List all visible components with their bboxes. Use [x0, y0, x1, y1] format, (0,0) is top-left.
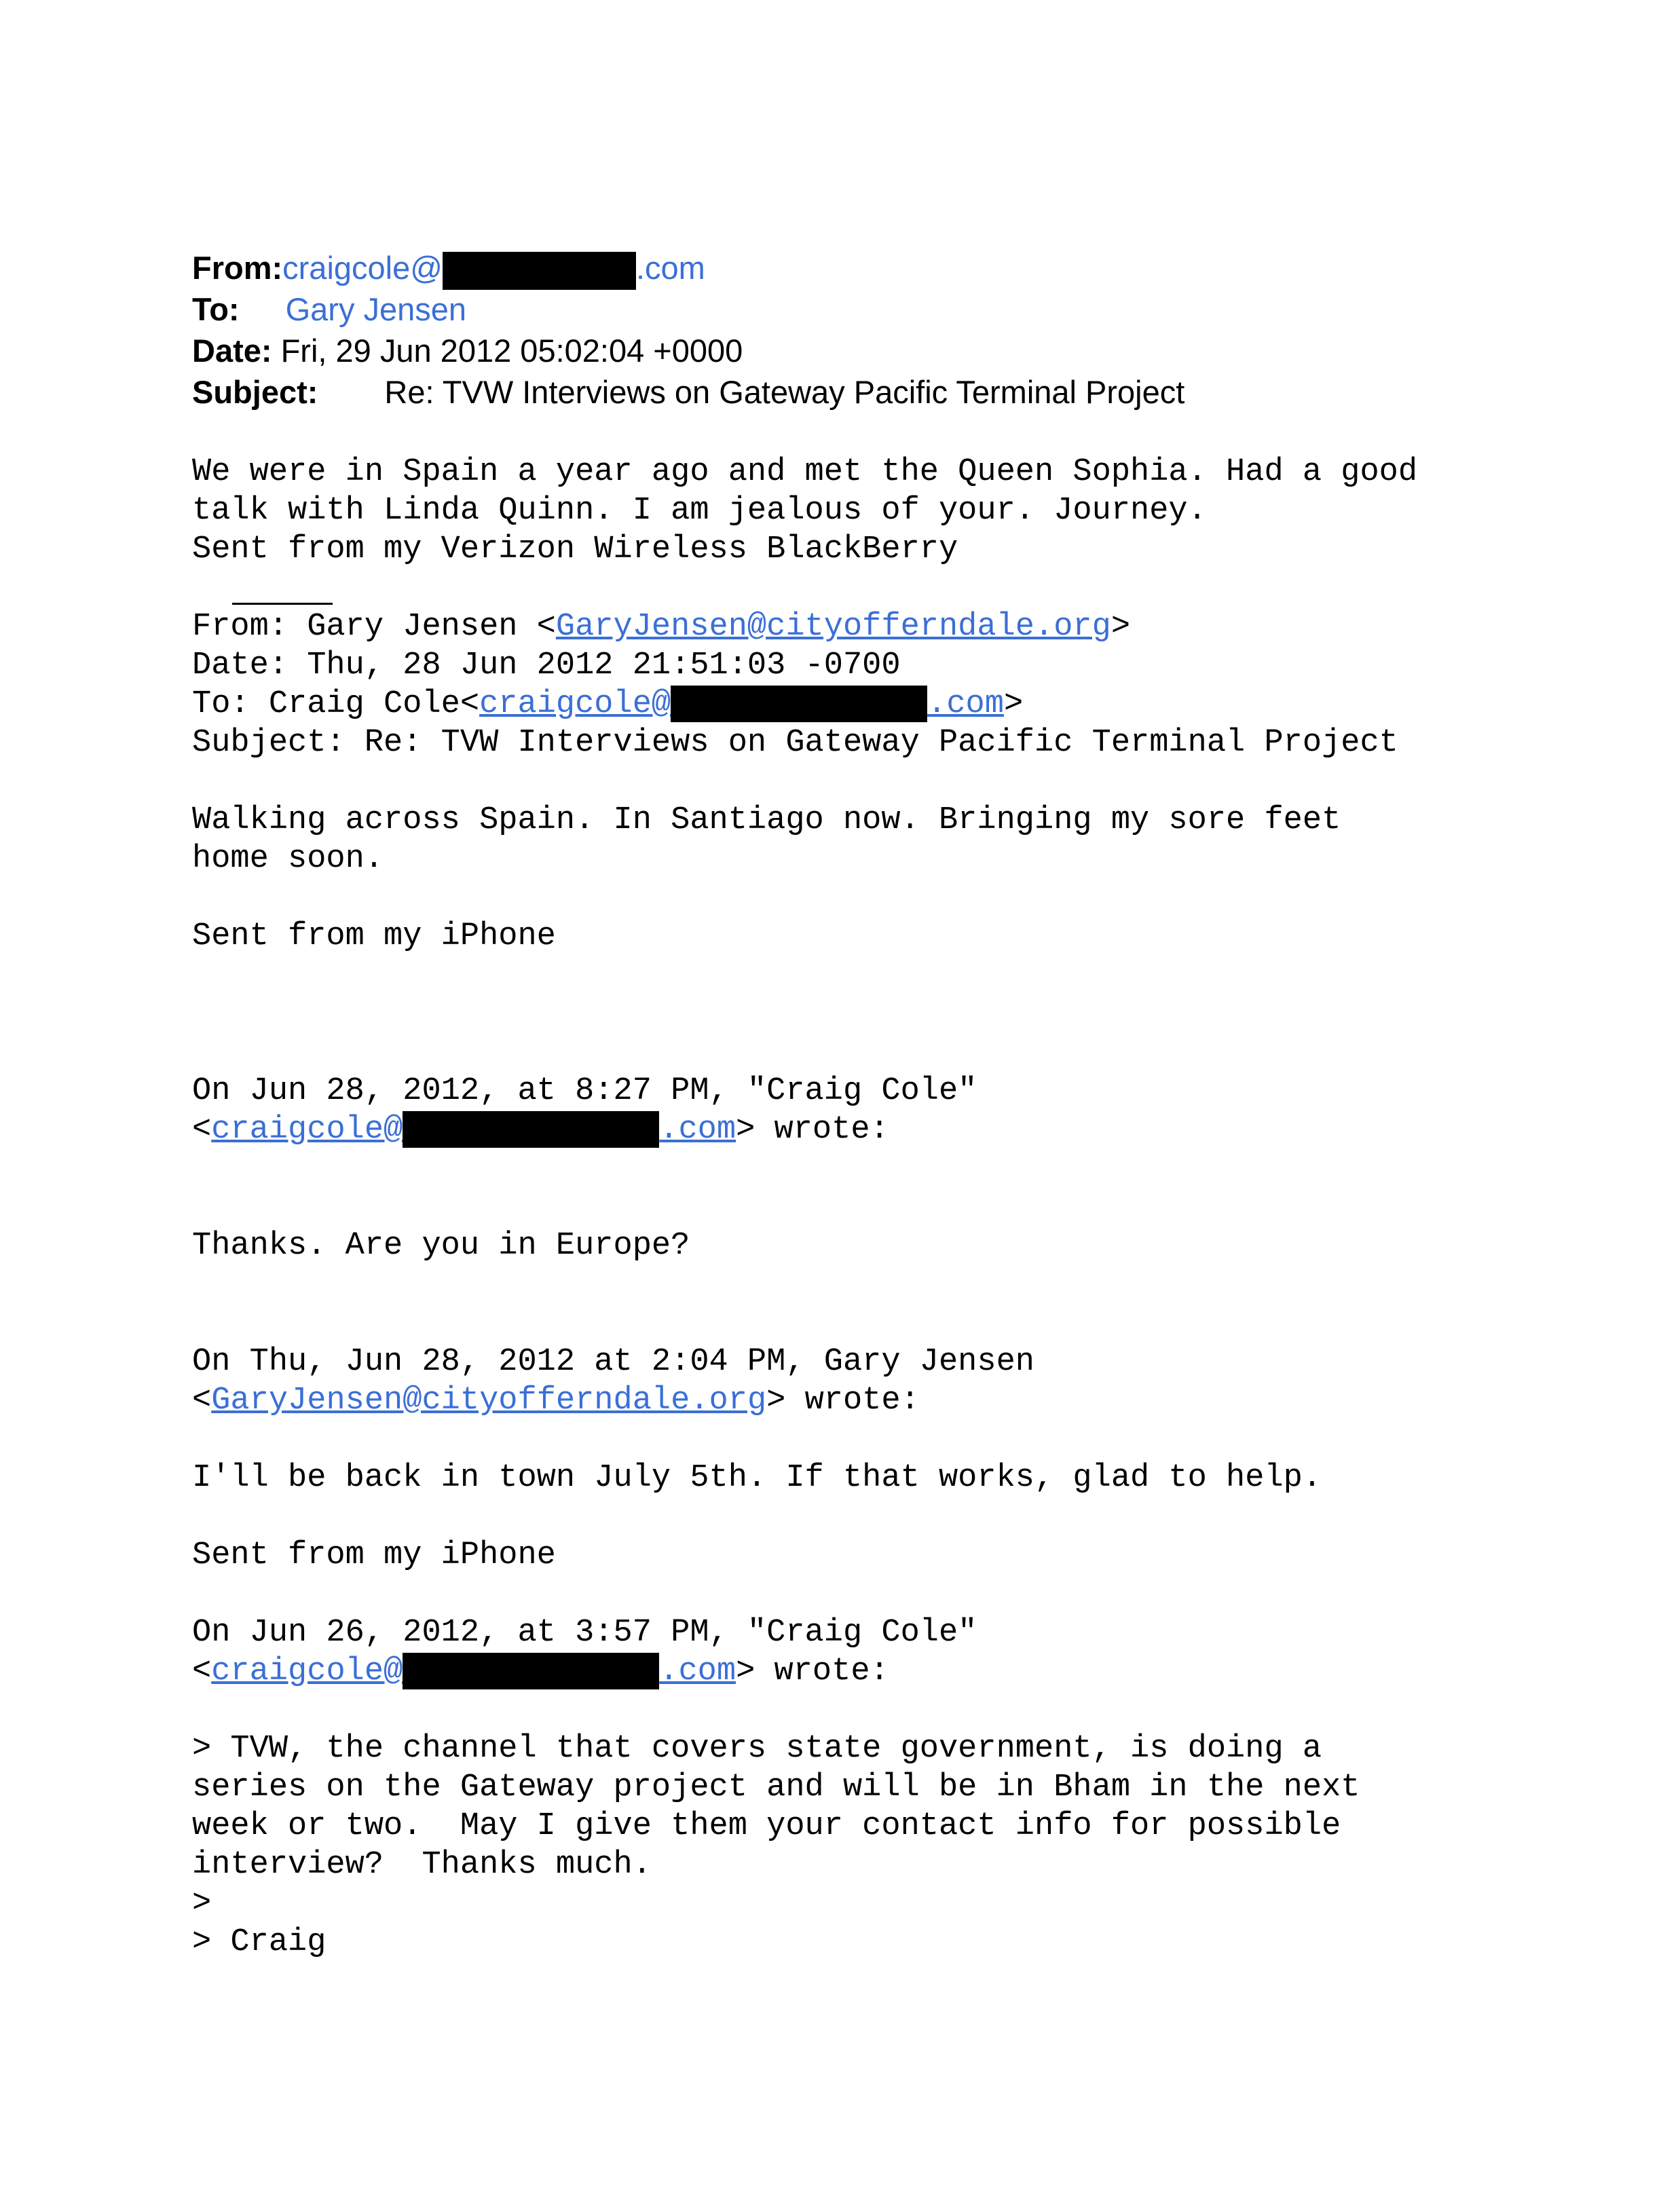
forward-date: Date: Thu, 28 Jun 2012 21:51:03 -0700	[192, 648, 901, 684]
message2-line: home soon.	[192, 841, 384, 877]
lt-sign: <	[192, 1653, 212, 1689]
quote3-body-line: series on the Gateway project and will be in Bham in the next	[192, 1770, 1360, 1806]
lt-sign: <	[192, 1112, 212, 1148]
quote2-body: I'll be back in town July 5th. If that works, glad to help.	[192, 1460, 1322, 1496]
reply1-line: We were in Spain a year ago and met the Queen Sophia. Had a good	[192, 454, 1418, 490]
quote3-body-line: week or two. May I give them your contact info for possible	[192, 1808, 1341, 1844]
forward-to-suffix: >	[1003, 686, 1024, 722]
date-row	[192, 331, 743, 371]
subject-row	[192, 372, 1184, 413]
quote3-body-line: > TVW, the channel that covers state government, is doing a	[192, 1731, 1322, 1767]
wrote-label: > wrote:	[736, 1112, 889, 1148]
date-label: Date:	[192, 333, 272, 369]
message2-line: Walking across Spain. In Santiago now. Bringing my sore feet	[192, 802, 1341, 838]
separator-line	[232, 603, 333, 605]
quote1-email-line	[192, 1110, 889, 1149]
from-email-user[interactable]: craigcole@	[282, 250, 443, 286]
redaction-block	[443, 252, 636, 290]
subject-value: Re: TVW Interviews on Gateway Pacific Terminal Project	[384, 374, 1185, 410]
to-label: To:	[192, 291, 240, 327]
to-value[interactable]: Gary Jensen	[285, 291, 467, 327]
subject-label: Subject:	[192, 374, 318, 410]
from-row	[192, 248, 705, 290]
gary-email-link[interactable]: GaryJensen@cityofferndale.org	[211, 1383, 767, 1419]
craig-email-link-start[interactable]: craigcole@	[211, 1112, 403, 1148]
lt-sign: <	[192, 1383, 212, 1419]
quote2-signature: Sent from my iPhone	[192, 1537, 556, 1573]
redaction-block	[403, 1653, 659, 1689]
quote3-attribution: On Jun 26, 2012, at 3:57 PM, "Craig Cole"	[192, 1615, 977, 1651]
reply1-line: talk with Linda Quinn. I am jealous of your. Journey.	[192, 493, 1207, 529]
craig-email-link-start[interactable]: craigcole@	[479, 686, 671, 722]
date-value: Fri, 29 Jun 2012 05:02:04 +0000	[280, 333, 743, 369]
forward-to-prefix: To: Craig Cole<	[192, 686, 480, 722]
redaction-block	[403, 1111, 659, 1148]
craig-email-link-end[interactable]: .com	[659, 1653, 736, 1689]
reply1-signature: Sent from my Verizon Wireless BlackBerry	[192, 531, 958, 567]
forward-from-prefix: From: Gary Jensen <	[192, 609, 556, 645]
craig-email-link-end[interactable]: .com	[927, 686, 1004, 722]
quote3-body-line: > Craig	[192, 1924, 326, 1960]
forward-subject: Subject: Re: TVW Interviews on Gateway Pacific Terminal Project	[192, 725, 1398, 761]
forward-to	[192, 685, 1023, 724]
wrote-label: > wrote:	[736, 1653, 889, 1689]
craig-email-link-end[interactable]: .com	[659, 1112, 736, 1148]
message2-signature: Sent from my iPhone	[192, 918, 556, 954]
quote3-body-line: interview? Thanks much.	[192, 1847, 652, 1883]
craig-email-link-start[interactable]: craigcole@	[211, 1653, 403, 1689]
quote3-email-line	[192, 1652, 889, 1691]
from-label: From:	[192, 250, 283, 286]
redaction-block	[671, 686, 927, 722]
wrote-label: > wrote:	[766, 1383, 920, 1419]
to-row	[192, 289, 466, 330]
forward-from-suffix: >	[1110, 609, 1131, 645]
quote2-attribution: On Thu, Jun 28, 2012 at 2:04 PM, Gary Jensen	[192, 1344, 1035, 1380]
from-email-domain[interactable]: .com	[635, 250, 705, 286]
quote2-email-line	[192, 1381, 920, 1420]
quote3-body-line: >	[192, 1886, 212, 1922]
gary-email-link[interactable]: GaryJensen@cityofferndale.org	[555, 609, 1111, 645]
quote1-attribution: On Jun 28, 2012, at 8:27 PM, "Craig Cole"	[192, 1073, 977, 1109]
quote1-body: Thanks. Are you in Europe?	[192, 1228, 690, 1264]
forward-from	[192, 607, 1130, 646]
